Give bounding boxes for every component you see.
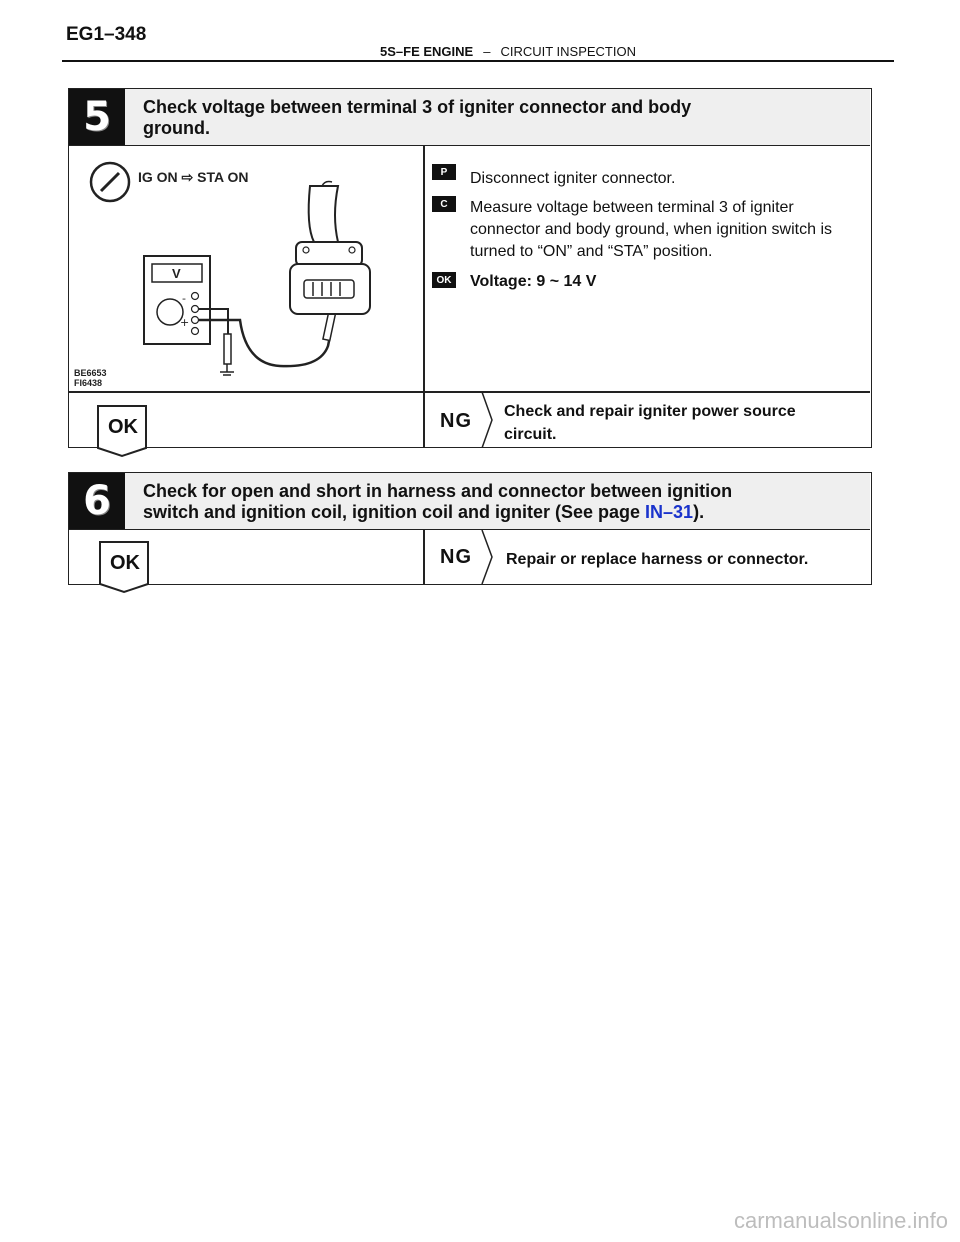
- step-5-ng-action: Check and repair igniter power source circuit.: [504, 403, 796, 443]
- step-6-number: 6: [83, 478, 111, 524]
- step-5-figure: [70, 146, 422, 390]
- tag-p: P: [432, 164, 456, 180]
- step-5-ng-chevron: [480, 392, 496, 448]
- inspection-gauge-icon: [91, 163, 129, 201]
- watermark: carmanualsonline.info: [733, 1208, 948, 1233]
- header-separator: –: [483, 44, 491, 59]
- step-5-title: Check voltage between terminal 3 of igniter connector and body ground.: [143, 97, 692, 138]
- step-6-title: [143, 481, 770, 523]
- meter-label: V: [172, 266, 181, 281]
- step-6-ng-action: Repair or replace harness or connector.: [506, 551, 809, 568]
- tag-c: C: [432, 196, 456, 212]
- ground-symbol-icon: [220, 364, 234, 375]
- instruction-ok: Voltage: 9 ~ 14 V: [470, 273, 597, 290]
- chapter-name: CIRCUIT INSPECTION: [500, 44, 636, 59]
- step-5-ok-divider: [423, 391, 425, 447]
- figure-code-1: BE6653: [74, 368, 107, 378]
- step-6-title-prefix: Check for open and short in harness and connector between ignition switch and ignition coil, ignition coil and igniter (See page: [143, 481, 733, 522]
- instruction-c: Measure voltage between terminal 3 of igniter connector and body ground, when ignition switch is turned to “ON” and “STA” position.: [470, 199, 832, 260]
- mode-label: IG ON ⇨ STA ON: [138, 169, 249, 185]
- section-name: 5S–FE ENGINE: [380, 44, 474, 59]
- svg-text:+: +: [180, 316, 190, 329]
- instruction-p: Disconnect igniter connector.: [470, 170, 676, 187]
- igniter-connector: [290, 182, 370, 315]
- step-6-title-suffix: ).: [693, 502, 705, 522]
- step-5-ng-label: NG: [440, 410, 472, 432]
- step-5-ok-badge: OK: [108, 416, 138, 438]
- step-5-title-row: [69, 89, 870, 146]
- figure-code-2: FI6438: [74, 378, 103, 388]
- step-5-result-divider: [69, 391, 870, 393]
- step-5-figure-divider: [423, 145, 425, 391]
- step-6-ng-chevron: [480, 530, 496, 584]
- header-rule: [62, 60, 894, 62]
- step-5-badge: [69, 89, 125, 145]
- svg-text:-: -: [182, 292, 186, 305]
- tag-ok: OK: [432, 272, 456, 288]
- step-6-ok-badge: OK: [110, 552, 140, 574]
- section-header: [380, 44, 636, 59]
- step-6-ng-label: NG: [440, 546, 472, 568]
- step-6-ok-divider: [423, 529, 425, 584]
- step-6-badge: [69, 473, 125, 529]
- step-6-title-row: [69, 473, 870, 530]
- voltmeter: [144, 256, 210, 344]
- positive-lead: [199, 320, 330, 366]
- page-code: EG1–348: [66, 24, 147, 45]
- step-5-number: 5: [83, 94, 111, 140]
- page-link[interactable]: IN–31: [645, 502, 694, 522]
